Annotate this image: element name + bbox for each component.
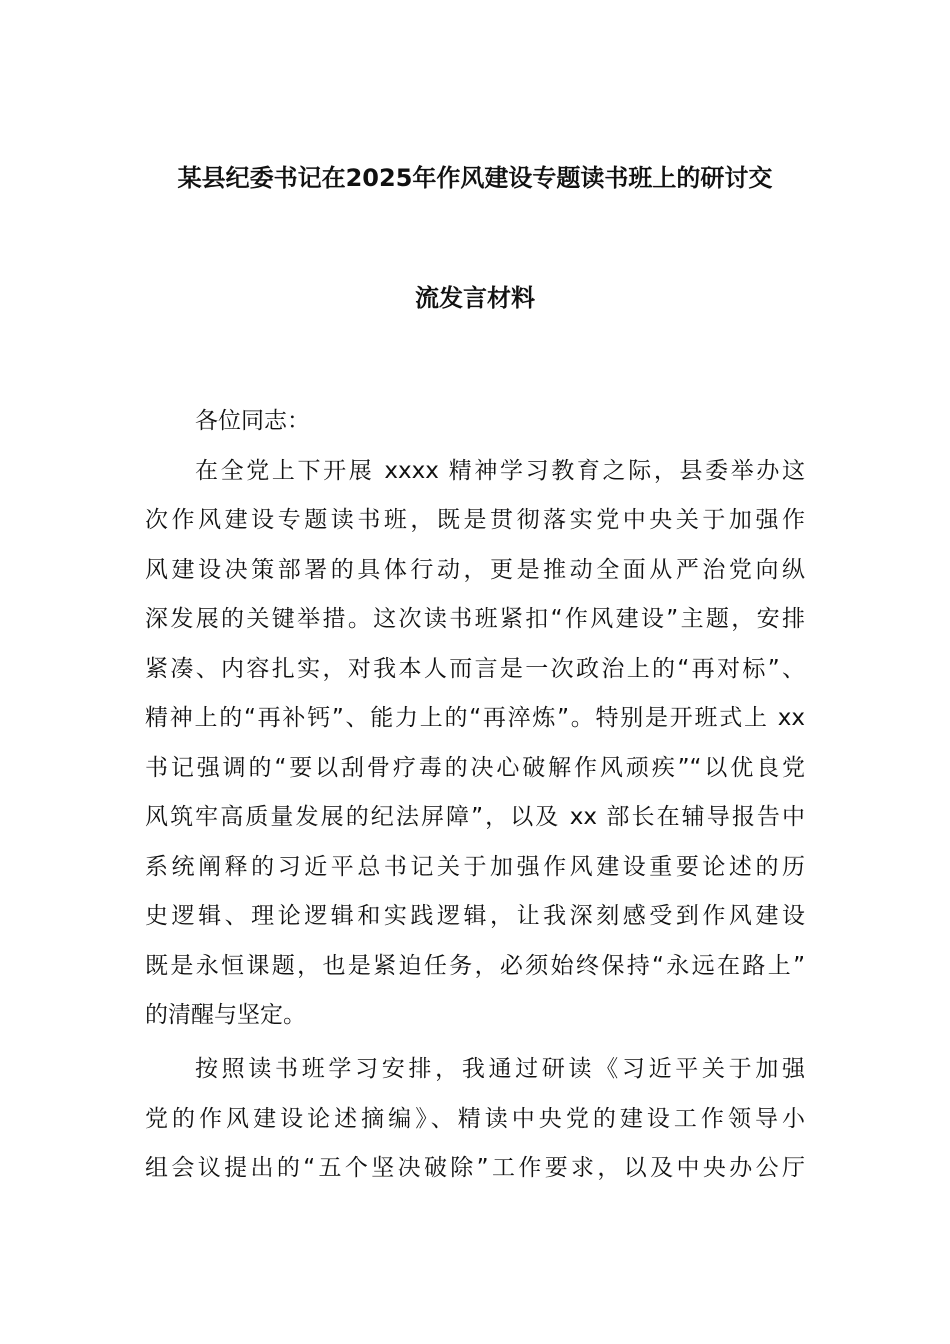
paragraph-line: 深发展的关键举措。这次读书班紧扣“作风建设”主题，安排 xyxy=(145,606,805,632)
paragraph-line: 按照读书班学习安排，我通过研读《习近平关于加强 xyxy=(195,1056,805,1082)
greeting: 各位同志： xyxy=(195,408,310,434)
paragraph-line: 的清醒与坚定。 xyxy=(145,1002,306,1028)
paragraph-line: 风建设决策部署的具体行动，更是推动全面从严治党向纵 xyxy=(145,557,805,583)
document-title-line-1: 某县纪委书记在2025年作风建设专题读书班上的研讨交 xyxy=(177,164,773,192)
paragraph-line: 紧凑、内容扎实，对我本人而言是一次政治上的“再对标”、 xyxy=(145,656,805,682)
paragraph-line: 在全党上下开展 xxxx 精神学习教育之际，县委举办这 xyxy=(195,458,805,484)
paragraph-line: 风筑牢高质量发展的纪法屏障”，以及 xx 部长在辅导报告中 xyxy=(145,804,805,830)
paragraph-line: 系统阐释的习近平总书记关于加强作风建设重要论述的历 xyxy=(145,854,805,880)
document-title-line-2: 流发言材料 xyxy=(415,284,535,312)
paragraph-line: 精神上的“再补钙”、能力上的“再淬炼”。特别是开班式上 xx xyxy=(145,705,805,731)
paragraph-line: 党的作风建设论述摘编》、精读中央党的建设工作领导小 xyxy=(145,1106,805,1132)
paragraph-line: 史逻辑、理论逻辑和实践逻辑，让我深刻感受到作风建设 xyxy=(145,903,805,929)
paragraph-line: 书记强调的“要以刮骨疗毒的决心破解作风顽疾”“以优良党 xyxy=(145,755,805,781)
paragraph-line: 既是永恒课题，也是紧迫任务，必须始终保持“永远在路上” xyxy=(145,953,805,979)
paragraph-line: 组会议提出的“五个坚决破除”工作要求，以及中央办公厅 xyxy=(145,1155,805,1181)
paragraph-line: 次作风建设专题读书班，既是贯彻落实党中央关于加强作 xyxy=(145,507,805,533)
